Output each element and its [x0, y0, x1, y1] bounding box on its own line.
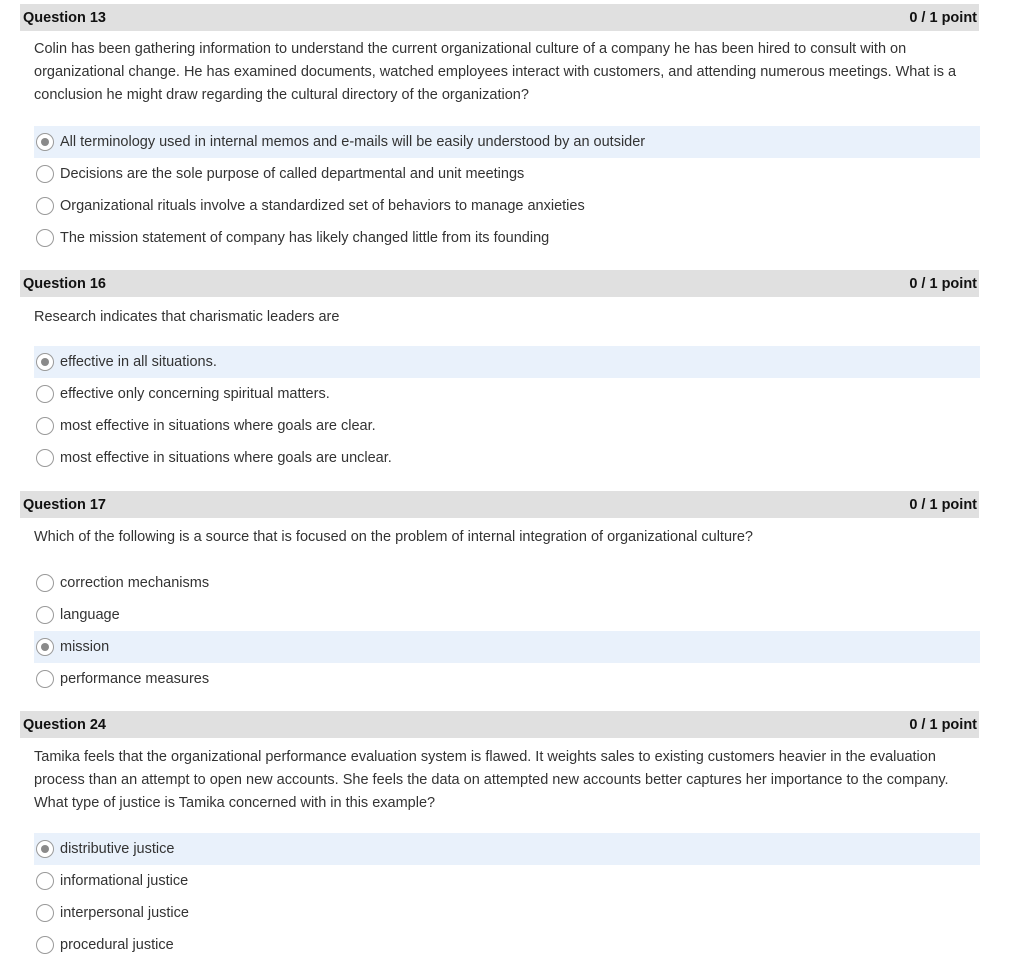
question-score: 0 / 1 point — [909, 716, 977, 733]
answer-option[interactable] — [34, 126, 980, 158]
question-text: Colin has been gathering information to understand the current organizational culture of a company he has been hired to consult with on organizational change. He has examined documents, watched employees interact with customers, and attending numerous meetings. What is a conclusion he might draw regarding the cultural directory of the organization? — [34, 41, 957, 103]
radio-button[interactable] — [36, 606, 54, 624]
answer-option-label: All terminology used in internal memos and e-mails will be easily understood by an outsider — [60, 134, 646, 150]
answer-option[interactable] — [34, 663, 980, 695]
question-header — [20, 270, 979, 297]
answer-option-label: language — [60, 607, 120, 623]
radio-button[interactable] — [36, 165, 54, 183]
question-title: Question 17 — [23, 496, 106, 513]
radio-button[interactable] — [36, 840, 54, 858]
answer-option[interactable] — [34, 346, 980, 378]
question-header — [20, 491, 979, 518]
answer-option[interactable] — [34, 378, 980, 410]
radio-button[interactable] — [36, 638, 54, 656]
answer-option-label: performance measures — [60, 671, 210, 687]
radio-button[interactable] — [36, 872, 54, 890]
question-title: Question 16 — [23, 275, 106, 292]
radio-button[interactable] — [36, 936, 54, 954]
question-text: Which of the following is a source that is focused on the problem of internal integration of organizational culture? — [34, 529, 753, 545]
answer-option[interactable] — [34, 897, 980, 929]
answer-option[interactable] — [34, 222, 980, 254]
question-header — [20, 711, 979, 738]
radio-button[interactable] — [36, 449, 54, 467]
answer-option[interactable] — [34, 567, 980, 599]
radio-button[interactable] — [36, 353, 54, 371]
answer-option-label: Decisions are the sole purpose of called departmental and unit meetings — [60, 166, 525, 182]
question-title: Question 13 — [23, 9, 106, 26]
answer-option-label: informational justice — [60, 873, 189, 889]
question-score: 0 / 1 point — [909, 9, 977, 26]
answer-option[interactable] — [34, 410, 980, 442]
radio-button[interactable] — [36, 229, 54, 247]
answer-option[interactable] — [34, 158, 980, 190]
answer-option-label: most effective in situations where goals are unclear. — [60, 450, 392, 466]
answer-option-label: correction mechanisms — [60, 575, 210, 591]
answer-option-label: Organizational rituals involve a standardized set of behaviors to manage anxieties — [60, 198, 585, 214]
answer-option-label: interpersonal justice — [60, 905, 189, 921]
radio-button[interactable] — [36, 385, 54, 403]
radio-button[interactable] — [36, 574, 54, 592]
answer-option[interactable] — [34, 833, 980, 865]
radio-button[interactable] — [36, 904, 54, 922]
radio-button[interactable] — [36, 133, 54, 151]
answer-option[interactable] — [34, 929, 980, 961]
question-header — [20, 4, 979, 31]
radio-button[interactable] — [36, 417, 54, 435]
radio-button[interactable] — [36, 670, 54, 688]
answer-option-label: The mission statement of company has likely changed little from its founding — [60, 230, 550, 246]
answer-option-label: distributive justice — [60, 841, 175, 857]
question-score: 0 / 1 point — [909, 496, 977, 513]
answer-option[interactable] — [34, 599, 980, 631]
answer-option-label: effective in all situations. — [60, 354, 217, 370]
answer-option-label: effective only concerning spiritual matters. — [60, 386, 330, 402]
question-text: Tamika feels that the organizational performance evaluation system is flawed. It weights sales to existing customers heavier in the evaluation process than an attempt to open new accounts. She feels the data on attempted new accounts better captures her importance to the company. What type of justice is Tamika concerned with in this example? — [34, 749, 949, 811]
answer-option[interactable] — [34, 190, 980, 222]
answer-option-label: most effective in situations where goals are clear. — [60, 418, 376, 434]
question-title: Question 24 — [23, 716, 106, 733]
radio-button[interactable] — [36, 197, 54, 215]
question-text: Research indicates that charismatic leaders are — [34, 309, 340, 325]
answer-option[interactable] — [34, 442, 980, 474]
question-score: 0 / 1 point — [909, 275, 977, 292]
answer-option-label: mission — [60, 639, 110, 655]
answer-option[interactable] — [34, 865, 980, 897]
answer-option-label: procedural justice — [60, 937, 174, 953]
answer-option[interactable] — [34, 631, 980, 663]
